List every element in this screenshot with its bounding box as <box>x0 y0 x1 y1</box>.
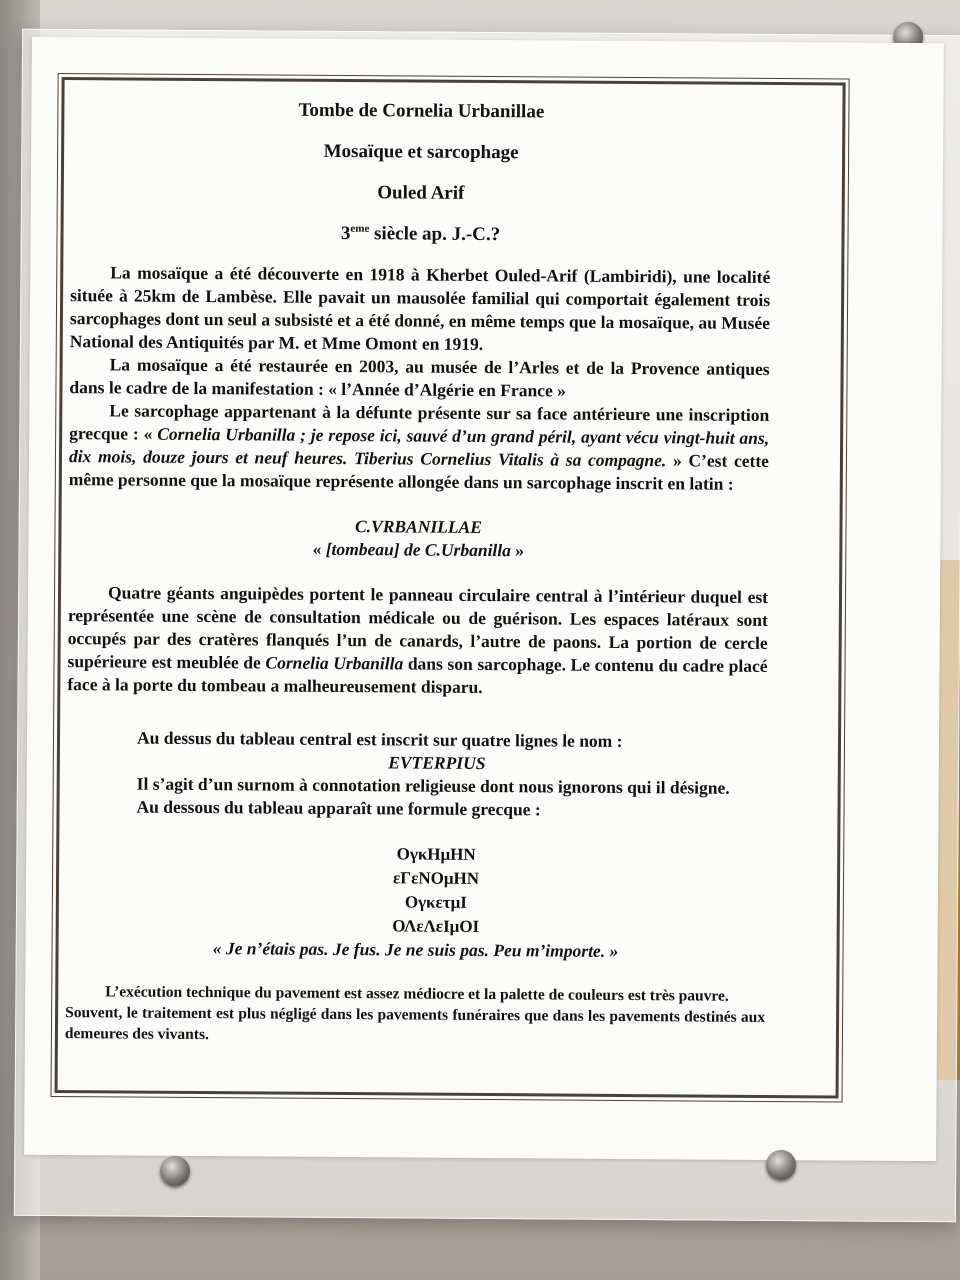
paragraph-discovery: La mosaïque a été découverte en 1918 à Kherbet Ouled-Arif (Lambiridi), une localité située à 25km de Lambèse. Elle pavait un mausolée familial qui comportait également trois sarcophages dont un seul a subsisté et a été donné, en même temps que la mosaïque, au Musée National des Antiquités par M. et Mme Omont en 1919. <box>69 262 771 354</box>
paragraph-funerary: Souvent, le traitement est plus négligé dans les pavements funéraires que dans les pavements destinés aux demeures des vivants. <box>64 1004 766 1044</box>
above-line-3: Au dessous du tableau apparaît une formule grecque : <box>136 796 541 820</box>
title: Tombe de Cornelia Urbanillae <box>298 99 545 123</box>
above-line-2: Il s’agit d’un surnom à connotation religieuse dont nous ignorons qui il désigne. <box>136 773 730 798</box>
greek-formula <box>66 840 767 941</box>
paragraph-restoration: La mosaïque a été restaurée en 2003, au musée de l’Arles et de la Provence antiques dans le cadre de la manifestation : « l’Année d’Algérie en France » <box>69 354 770 401</box>
greek-line: εΓεΝΟμΗΝ <box>392 868 480 888</box>
greek-translation: « Je n’étais pas. Je fus. Je ne suis pas. Peu m’importe. » <box>212 938 619 961</box>
bolt-icon <box>766 1150 796 1180</box>
latin-inscription: C.VRBANILLAE <box>354 516 483 537</box>
paragraph-mosaic-description: Quatre géants anguipèdes portent le panneau circulaire central à l’intérieur duquel est représentée une scène de consultation médicale ou de guérison. Les espaces latéraux sont occupés par des cratères flanqués l’un de canards, l’autre de paons. La portion de cercle supérieure est meublée de Cornelia Urbanilla dans son sarcophage. Le contenu du cadre placé face à la porte du tombeau a malheureusement disparu. <box>67 582 769 697</box>
paragraph-sarcophagus: Le sarcophage appartenant à la défunte présente sur sa face antérieure une inscription grecque : « Cornelia Urbanilla ; je repose ici, sauvé d’un grand péril, ayant vécu vingt-huit ans, dix mois, douze jours et neuf heures. Tiberius Cornelius Vitalis à sa compagne. » C’est cette même personne que la mosaïque représente allongée dans un sarcophage inscrit en latin : <box>68 400 770 494</box>
greek-line: ΟγκετμΙ <box>404 892 467 912</box>
paragraph-technique: L’exécution technique du pavement est assez médiocre et la palette de couleurs est très pauvre. <box>105 983 729 1005</box>
latin-translation: « [tombeau] de C.Urbanilla » <box>312 538 525 561</box>
place-name: Ouled Arif <box>377 182 465 204</box>
date-line: 3eme siècle ap. J.-C.? <box>340 222 501 246</box>
document-body <box>65 87 772 1049</box>
museum-label-sheet <box>24 37 944 1161</box>
above-line-1: Au dessus du tableau central est inscrit sur quatre lignes le nom : <box>136 727 623 751</box>
greek-line: ΟΛεΛεΙμΟΙ <box>392 916 480 936</box>
greek-line: ΟγκΗμΗΝ <box>396 844 476 864</box>
subtitle: Mosaïque et sarcophage <box>323 140 519 164</box>
bolt-icon <box>160 1156 190 1186</box>
name-evterpius: EVTERPIUS <box>388 752 486 774</box>
